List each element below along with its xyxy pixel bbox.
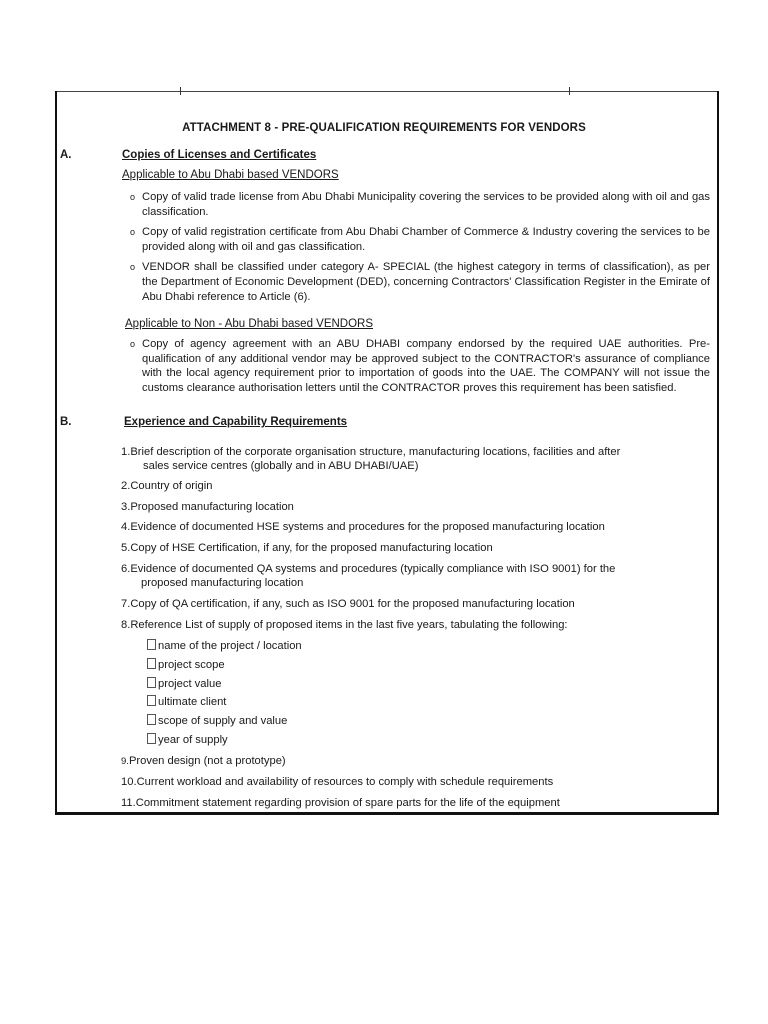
section-a-letter: A.: [60, 149, 72, 161]
list-item: o VENDOR shall be classified under category A- SPECIAL (the highest category in terms of classification), as per the Department of Economic Development (DED), concerning Contractors' Classification Register in the Emirate of Abu Dhabi reference to Article (6).: [130, 261, 710, 303]
bullet-mark: o: [130, 192, 136, 202]
sub-list-item: year of supply: [147, 733, 228, 747]
checkbox-icon: [147, 695, 156, 706]
list-item: 5.Copy of HSE Certification, if any, for the proposed manufacturing location: [121, 542, 493, 554]
checkbox-icon: [147, 714, 156, 725]
abu-dhabi-heading: Applicable to Abu Dhabi based VENDORS: [122, 169, 339, 181]
non-abu-dhabi-heading: Applicable to Non - Abu Dhabi based VENDORS: [125, 318, 374, 330]
list-item: o Copy of agency agreement with an ABU DHABI company endorsed by the required UAE authorities. Pre-qualification of any additional vendor may be approved subject to the CONTRACTOR's assurance of compliance with the local agency requirement prior to importation of goods into the UAE. The COMPANY will not issue the customs clearance authorisation letters until the CONTRACTOR proves this requirement has been satisfied.: [130, 338, 710, 394]
checkbox-icon: [147, 658, 156, 669]
list-item: o Copy of valid trade license from Abu Dhabi Municipality covering the services to be provided along with oil and gas classification.: [130, 191, 710, 218]
section-b-heading: Experience and Capability Requirements: [124, 416, 348, 428]
sub-list-item: name of the project / location: [147, 639, 302, 653]
checkbox-icon: [147, 733, 156, 744]
sub-list-item: project scope: [147, 658, 225, 672]
section-a-heading: Copies of Licenses and Certificates: [122, 149, 317, 161]
page-title: ATTACHMENT 8 - PRE-QUALIFICATION REQUIREMENTS FOR VENDORS: [182, 122, 586, 134]
bullet-mark: o: [130, 227, 136, 237]
list-item: 11.Commitment statement regarding provision of spare parts for the life of the equipment: [121, 797, 560, 809]
section-b-letter: B.: [60, 416, 72, 428]
list-item: 9.Proven design (not a prototype): [121, 755, 286, 767]
checkbox-icon: [147, 677, 156, 688]
bullet-mark: o: [130, 262, 136, 272]
list-item: 8.Reference List of supply of proposed items in the last five years, tabulating the following:: [121, 619, 568, 631]
list-item: 10.Current workload and availability of resources to comply with schedule requirements: [121, 776, 554, 788]
list-item: o Copy of valid registration certificate from Abu Dhabi Chamber of Commerce & Industry covering the services to be provided along with oil and gas classification.: [130, 226, 710, 253]
list-item: 1.Brief description of the corporate organisation structure, manufacturing locations, facilities and after sales service centres (globally and in ABU DHABI/UAE): [121, 446, 621, 472]
sub-list-item: ultimate client: [147, 695, 226, 709]
list-item: 7.Copy of QA certification, if any, such as ISO 9001 for the proposed manufacturing location: [121, 598, 575, 610]
list-item: 3.Proposed manufacturing location: [121, 501, 294, 513]
list-item: 6.Evidence of documented QA systems and procedures (typically compliance with ISO 9001) for the proposed manufacturing location: [121, 563, 616, 589]
checkbox-icon: [147, 639, 156, 650]
list-item: 4.Evidence of documented HSE systems and procedures for the proposed manufacturing location: [121, 521, 605, 533]
sub-list-item: project value: [147, 677, 221, 691]
bullet-mark: o: [130, 339, 136, 349]
sub-list-item: scope of supply and value: [147, 714, 287, 728]
list-item: 2.Country of origin: [121, 480, 213, 492]
